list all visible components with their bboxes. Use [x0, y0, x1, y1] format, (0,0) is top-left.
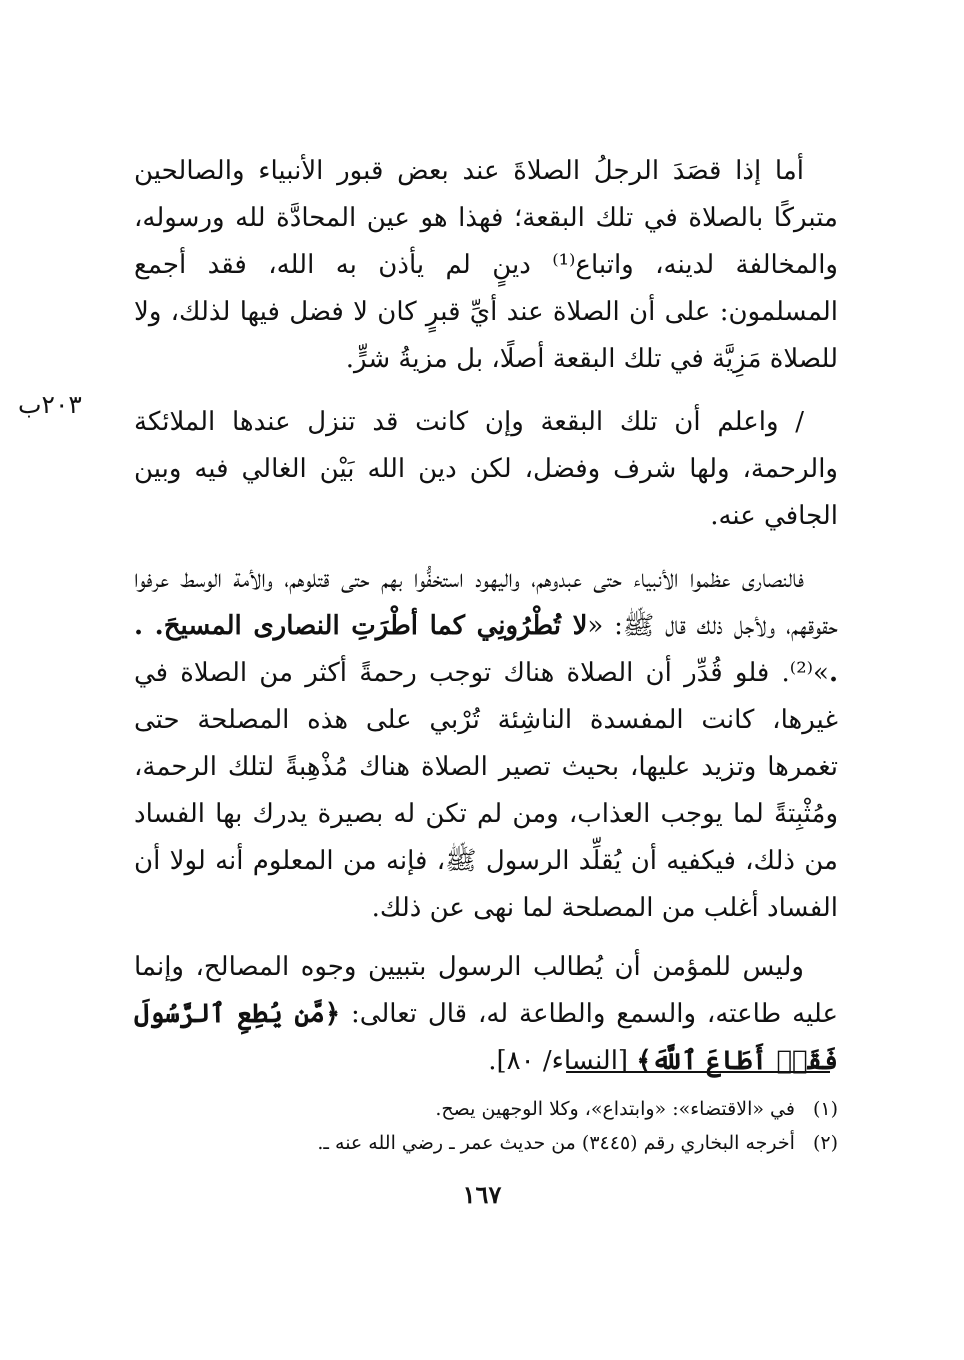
page-number: ١٦٧ [462, 1180, 502, 1209]
paragraph-4-after: [النساء/ ٨٠]. [488, 1046, 637, 1076]
manuscript-folio-reference: ٢٠٣ب [18, 390, 82, 419]
footnote-number: (٢) [812, 1132, 838, 1154]
paragraph-4 [134, 944, 838, 1085]
paragraph-3-before: فالنصارى عظموا الأنبياء حتى عبدوهم، واليهود استخفُّوا بهم حتى قتلوهم، والأمة الوسط عرفوا حقوقهم، ولأجل ذلك قال ﷺ: « [134, 564, 838, 641]
main-text [134, 148, 838, 1085]
footnote-text: أخرجه البخاري رقم (٣٤٤٥) من حديث عمر ـ رضي الله عنه ـ. [317, 1132, 795, 1154]
paragraph-4-before: وليس للمؤمن أن يُطالب الرسول بتبيين وجوه المصالح، وإنما عليه طاعته، والسمع والطاعة له، قال تعالى: [134, 952, 838, 1029]
footnotes [134, 1092, 838, 1160]
footnote-separator [566, 1071, 830, 1073]
footnote-number: (١) [812, 1098, 838, 1120]
paragraph-3-after: »⁽²⁾. فلو قُدِّر أن الصلاة هناك توجب رحمةً أكثر من الصلاة في غيرها، كانت المفسدة الناشِئة تُرْبي على هذه المصلحة حتى تغمرها وتزيد عليها، بحيث تصير الصلاة هناك مُذْهِبةً لتلك الرحمة، ومُثْبِتةً لما يوجب العذاب، ومن لم تكن له بصيرة يدرك بها الفساد من ذلك، فيكفيه أن يُقلِّد الرسول ﷺ، فإنه من المعلوم أنه لولا أن الفساد أغلب من المصلحة لما نهى عن ذلك. [134, 658, 838, 923]
hadith-quote: لا تُطْرُونِي كما أطْرَتِ النصارى المسيحَ. . . [134, 611, 838, 688]
paragraph-3 [134, 556, 838, 932]
footnote-text: في «الاقتضاء»: «وابتداع»، وكلا الوجهين يصح. [435, 1098, 795, 1120]
footnote-1 [134, 1092, 838, 1126]
quran-verse: ﴿مَّن يُطِعِ ٱلرَّسُولَ فَقَدۡ أَطَاعَ ٱللَّهَ﴾ [134, 999, 838, 1076]
paragraph-2: / واعلم أن تلك البقعة وإن كانت قد تنزل عندها الملائكة والرحمة، ولها شرف وفضل، لكن دين الله بَيْن الغالي فيه وبين الجافي عنه. [134, 407, 838, 531]
paragraph-1: أما إذا قصَدَ الرجلُ الصلاةَ عند بعض قبور الأنبياء والصالحين متبركًا بالصلاة في تلك البقعة؛ فهذا هو عين المحادَّة لله ورسوله، والمخالفة لدينه، واتباع⁽¹⁾ دينٍ لم يأذن به الله، فقد أجمع المسلمون: على أن الصلاة عند أيِّ قبرٍ كان لا فضل فيها لذلك، ولا للصلاة مَزِيَّة في تلك البقعة أصلًا، بل مزيةُ شرٍّ. [134, 156, 838, 374]
footnote-2 [134, 1126, 838, 1160]
